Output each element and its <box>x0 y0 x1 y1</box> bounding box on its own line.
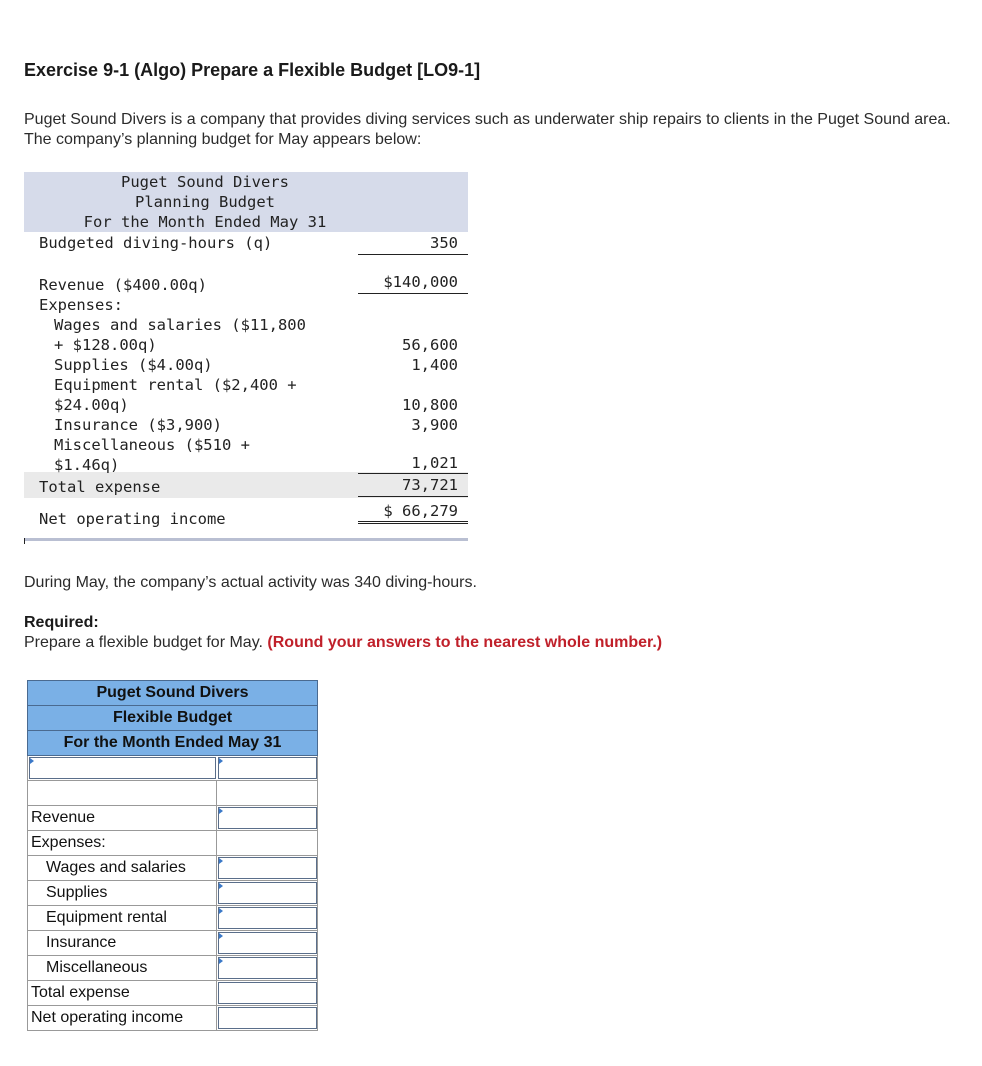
fb-supplies-label: Supplies <box>28 881 217 905</box>
pb-total-value: 73,721 <box>402 476 458 494</box>
fb-equipment-input[interactable] <box>218 907 317 929</box>
pb-equip-value: 10,800 <box>402 396 458 414</box>
pb-noi-label: Net operating income <box>39 510 226 528</box>
fb-activity-label-input[interactable] <box>29 757 216 779</box>
pb-double-rule <box>358 521 468 524</box>
pb-company: Puget Sound Divers <box>121 173 289 191</box>
dropdown-marker-icon <box>219 958 223 964</box>
fb-spacer-row <box>27 781 318 806</box>
required-heading: Required: <box>24 614 99 631</box>
pb-revenue-value: $140,000 <box>383 273 458 291</box>
fb-misc-label: Miscellaneous <box>28 956 217 980</box>
pb-supplies-label: Supplies ($4.00q) <box>54 356 213 374</box>
pb-equip-line1: Equipment rental ($2,400 + <box>54 376 297 394</box>
fb-noi-label: Net operating income <box>28 1006 217 1030</box>
pb-wages-value: 56,600 <box>402 336 458 354</box>
pb-insurance-value: 3,900 <box>411 416 458 434</box>
pb-supplies-value: 1,400 <box>411 356 458 374</box>
pb-rule <box>358 293 468 294</box>
pb-expenses-label: Expenses: <box>39 296 123 314</box>
pb-misc-value: 1,021 <box>411 454 458 472</box>
pb-wages-line1: Wages and salaries ($11,800 <box>54 316 306 334</box>
fb-supplies-row <box>27 881 318 906</box>
fb-misc-row <box>27 956 318 981</box>
pb-equip-line2: $24.00q) <box>54 396 129 414</box>
fb-name: Flexible Budget <box>27 706 318 731</box>
pb-bottom-bar <box>24 538 468 541</box>
fb-activity-value-input[interactable] <box>218 757 317 779</box>
dropdown-marker-icon <box>219 883 223 889</box>
fb-activity-row <box>27 756 318 781</box>
fb-revenue-input[interactable] <box>218 807 317 829</box>
intro-paragraph: Puget Sound Divers is a company that provides diving services such as underwater ship repairs to clients in the Puget Sound area. The company’s planning budget for May appears below: <box>24 111 951 148</box>
fb-noi-input[interactable] <box>218 1007 317 1029</box>
dropdown-marker-icon <box>219 908 223 914</box>
fb-insurance-input[interactable] <box>218 932 317 954</box>
fb-wages-row <box>27 856 318 881</box>
pb-misc-line2: $1.46q) <box>54 456 120 474</box>
fb-insurance-row <box>27 931 318 956</box>
dropdown-marker-icon <box>219 808 223 814</box>
pb-name: Planning Budget <box>135 193 275 211</box>
pb-bottom-tick <box>24 538 25 544</box>
pb-rule <box>358 496 468 497</box>
pb-total-label: Total expense <box>39 478 161 496</box>
fb-insurance-label: Insurance <box>28 931 217 955</box>
fb-spacer-cell <box>28 781 217 805</box>
dropdown-marker-icon <box>219 933 223 939</box>
planning-budget-exhibit <box>24 172 468 544</box>
pb-noi-value: $ 66,279 <box>383 502 458 520</box>
pb-rule <box>358 254 468 255</box>
fb-noi-row <box>27 1006 318 1031</box>
required-instruction: Prepare a flexible budget for May. <box>24 634 263 651</box>
fb-period: For the Month Ended May 31 <box>27 731 318 756</box>
fb-expenses-row <box>27 831 318 856</box>
pb-activity-value: 350 <box>430 234 458 252</box>
dropdown-marker-icon <box>219 758 223 764</box>
fb-equipment-label: Equipment rental <box>28 906 217 930</box>
pb-misc-line1: Miscellaneous ($510 + <box>54 436 250 454</box>
actual-activity-text: During May, the company’s actual activity was 340 diving-hours. <box>24 574 477 591</box>
required-text <box>24 634 662 652</box>
fb-revenue-row <box>27 806 318 831</box>
fb-total-label: Total expense <box>28 981 217 1005</box>
flexible-budget-table <box>27 680 318 1031</box>
pb-revenue-label: Revenue ($400.00q) <box>39 276 207 294</box>
fb-equipment-row <box>27 906 318 931</box>
pb-period: For the Month Ended May 31 <box>83 213 327 231</box>
rounding-note: (Round your answers to the nearest whole number.) <box>267 634 663 651</box>
fb-supplies-input[interactable] <box>218 882 317 904</box>
pb-activity-label: Budgeted diving-hours (q) <box>39 234 273 252</box>
fb-expenses-label: Expenses: <box>28 831 217 855</box>
fb-total-input[interactable] <box>218 982 317 1004</box>
fb-misc-input[interactable] <box>218 957 317 979</box>
fb-total-row <box>27 981 318 1006</box>
dropdown-marker-icon <box>219 858 223 864</box>
fb-wages-label: Wages and salaries <box>28 856 217 880</box>
fb-revenue-label: Revenue <box>28 806 217 830</box>
pb-wages-line2: + $128.00q) <box>54 336 157 354</box>
pb-insurance-label: Insurance ($3,900) <box>54 416 222 434</box>
pb-rule <box>358 473 468 474</box>
exercise-title: Exercise 9-1 (Algo) Prepare a Flexible Budget [LO9-1] <box>24 60 481 80</box>
fb-wages-input[interactable] <box>218 857 317 879</box>
dropdown-marker-icon <box>30 758 34 764</box>
fb-company: Puget Sound Divers <box>27 680 318 706</box>
